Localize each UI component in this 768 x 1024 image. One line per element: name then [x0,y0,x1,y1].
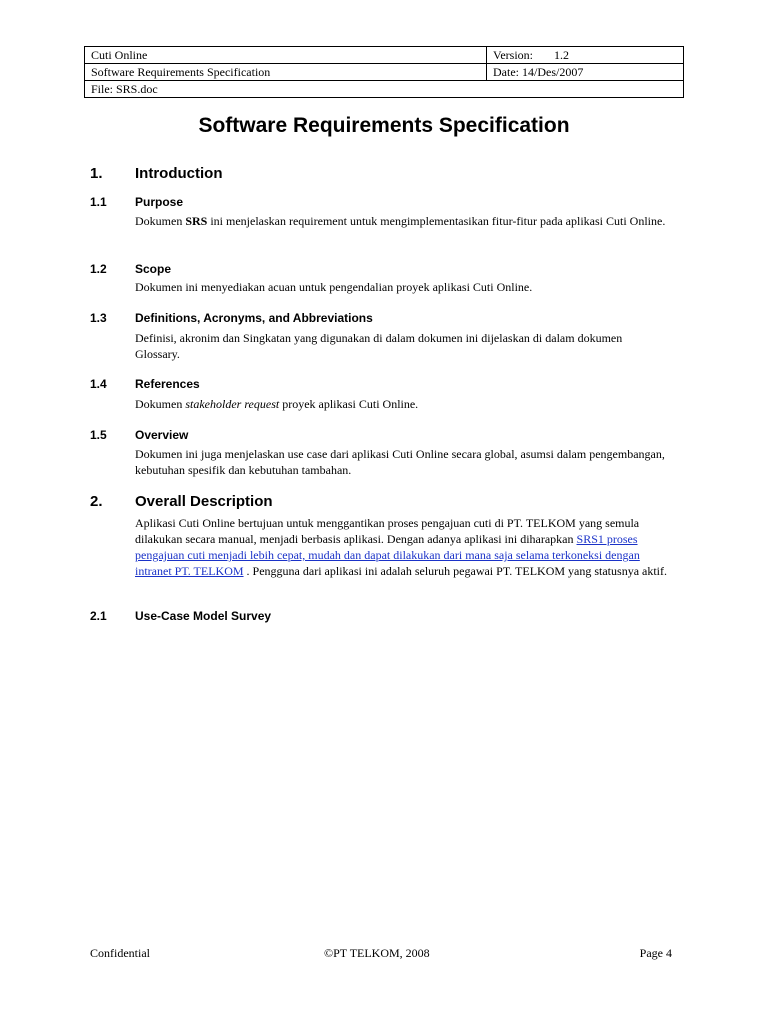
purpose-text-bold: SRS [185,214,208,228]
overview-paragraph: Dokumen ini juga menjelaskan use case dari aplikasi Cuti Online secara global, asumsi dalam pengembangan, kebutuhan spesifik dan kebutuhan tambahan. [135,447,665,477]
header-version [487,47,684,64]
definitions-paragraph: Definisi, akronim dan Singkatan yang digunakan di dalam dokumen ini dijelaskan di dalam dokumen Glossary. [135,331,623,361]
header-date: Date: 14/Des/2007 [487,64,684,81]
section-heading-overall-description [90,493,273,510]
scope-paragraph: Dokumen ini menyediakan acuan untuk pengendalian proyek aplikasi Cuti Online. [135,280,533,294]
subsection-title: Scope [135,262,172,276]
header-doc-type: Software Requirements Specification [85,64,487,81]
footer-confidential: Confidential [90,946,150,960]
footer-copyright: ©PT TELKOM, 2008 [324,946,430,960]
header-app-name: Cuti Online [85,47,487,64]
references-text-pre: Dokumen [135,397,186,411]
purpose-text-post: ini menjelaskan requirement untuk mengimplementasikan fitur-fitur pada aplikasi Cuti Online. [207,214,666,228]
section-number: 2. [90,493,103,510]
version-value: 1.2 [554,48,569,62]
subsection-title: Use-Case Model Survey [135,609,272,623]
subsection-heading-use-case-model-survey [90,609,271,623]
subsection-number: 1.1 [90,195,107,209]
purpose-text-pre: Dokumen [135,214,186,228]
subsection-heading-scope [90,262,171,276]
subsection-number: 1.2 [90,262,107,276]
references-paragraph [135,396,670,412]
subsection-heading-purpose [90,195,183,209]
header-file: File: SRS.doc [85,81,684,98]
overall-paragraph [135,515,670,579]
overall-text-pre: Aplikasi Cuti Online bertujuan untuk menggantikan proses pengajuan cuti di PT. TELKOM yang semula dilakukan secara manual, menjadi berbasis aplikasi. Dengan adanya aplikasi ini diharapkan [135,516,640,546]
subsection-title: Definitions, Acronyms, and Abbreviations [135,311,373,325]
overall-text-post: . Pengguna dari aplikasi ini adalah seluruh pegawai PT. TELKOM yang statusnya aktif. [243,564,668,578]
subsection-heading-references [90,377,200,391]
section-title: Overall Description [135,493,273,510]
references-text-italic: stakeholder request [185,397,280,411]
subsection-heading-overview [90,428,188,442]
subsection-title: References [135,377,200,391]
subsection-title: Overview [135,428,189,442]
subsection-title: Purpose [135,195,184,209]
subsection-number: 1.3 [90,311,107,325]
footer-page-number: Page 4 [639,946,672,960]
srs1-link[interactable]: SRS1 proses pengajuan cuti menjadi lebih cepat, mudah dan dapat dilakukan dari mana saja selama terkoneksi dengan intranet PT. TELKOM [135,532,640,578]
subsection-number: 1.4 [90,377,107,391]
section-number: 1. [90,165,103,182]
header-table [84,46,684,98]
references-text-post: proyek aplikasi Cuti Online. [279,397,419,411]
section-heading-introduction [90,165,222,182]
page-title: Software Requirements Specification [198,114,570,137]
subsection-heading-definitions [90,311,373,325]
purpose-paragraph [135,213,670,229]
version-label: Version: [493,48,533,62]
subsection-number: 2.1 [90,609,107,623]
subsection-number: 1.5 [90,428,107,442]
section-title: Introduction [135,165,223,182]
